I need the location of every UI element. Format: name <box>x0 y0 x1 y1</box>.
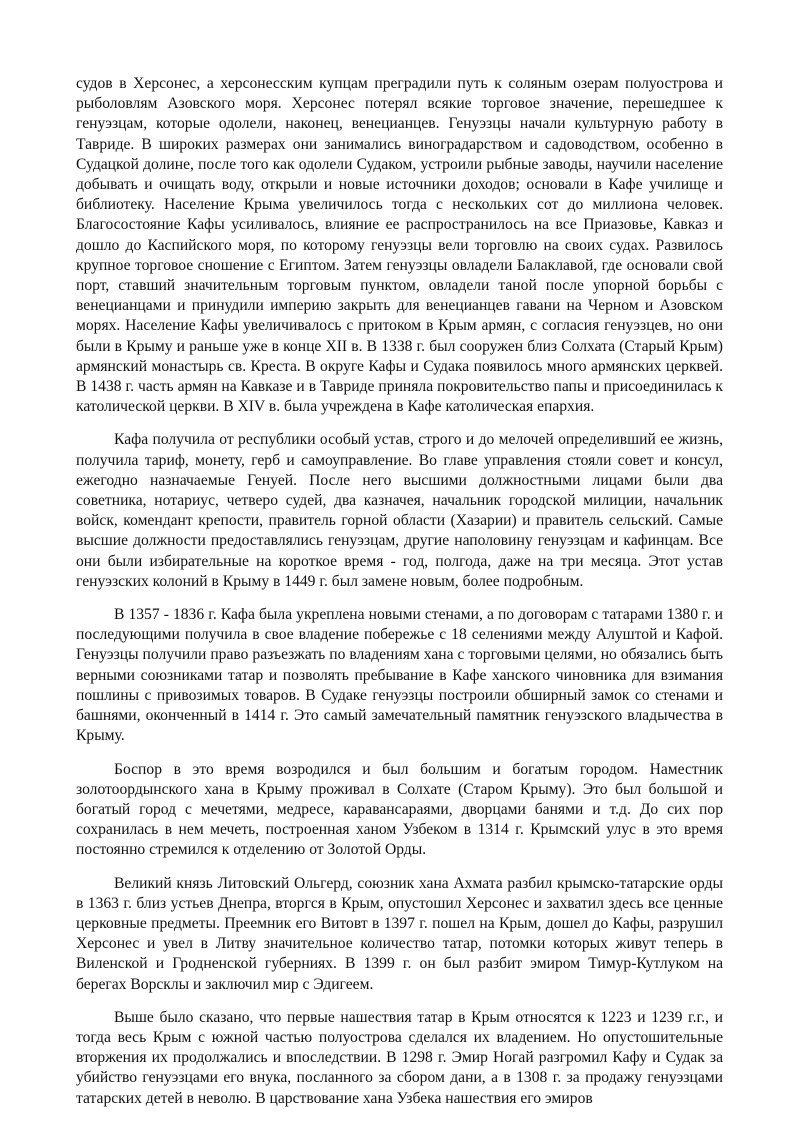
paragraph-5: Великий князь Литовский Ольгерд, союзник хана Ахмата разбил крымско-татарские орды в 1363 г. близ устьев Днепра, вторгся в Крым, опустошил Херсонес и захватил здесь все ценные церковные предметы. Преемник его Витовт в 1397 г. пошел на Крым, дошел до Кафы, разрушил Херсонес и увел в Литву значительное количество татар, потомки которых живут теперь в Виленской и Гродненской губерниях. В 1399 г. он был разбит эмиром Тимур-Кутлуком на берегах Ворсклы и заключил мир с Эдигеем. <box>76 874 723 993</box>
paragraph-1: судов в Херсонес, а херсонесским купцам преградили путь к соляным озерам полуострова и рыболовлям Азовского моря. Херсонес потерял всякие торговое значение, перешедшее к генуэзцам, которые одолели, наконец, венецианцев. Генуэзцы начали культурную работу в Тавриде. В широких размерах они занимались виноградарством и садоводством, особенно в Судацкой долине, после того как одолели Судаком, устроили рыбные заводы, научили население добывать и очищать воду, открыли и новые источники доходов; основали в Кафе училище и библиотеку. Население Крыма увеличилось тогда с нескольких сот до миллиона человек. Благосостояние Кафы усиливалось, влияние ее распространилось на все Приазовье, Кавказ и дошло до Каспийского моря, по которому генуэзцы вели торговлю на своих судах. Развилось крупное торговое сношение с Египтом. Затем генуэзцы овладели Балаклавой, где основали свой порт, ставший значительным торговым пунктом, овладели таной после упорной борьбы с венецианцами и принудили империю закрыть для венецианцев гавани на Черном и Азовском морях. Население Кафы увеличивалось с притоком в Крым армян, с согласия генуэзцев, но они были в Крыму и раньше уже в конце XII в. В 1338 г. был сооружен близ Солхата (Старый Крым) армянский монастырь св. Креста. В округе Кафы и Судака появилось много армянских церквей. В 1438 г. часть армян на Кавказе и в Тавриде приняла покровительство папы и присоединилась к католической церкви. В XIV в. была учреждена в Кафе католическая епархия. <box>76 75 723 416</box>
paragraph-3: В 1357 - 1836 г. Кафа была укреплена новыми стенами, а по договорам с татарами 1380 г. и последующими получила в свое владение побережье с 18 селениями между Алуштой и Кафой. Генуэзцы получили право разъезжать по владениям хана с торговыми целями, но обязались быть верными союзниками татар и позволять пребывание в Кафе ханского чиновника для взимания пошлины с привозимых товаров. В Судаке генуэзцы построили обширный замок со стенами и башнями, оконченный в 1414 г. Это самый замечательный памятник генуэзского владычества в Крыму. <box>76 606 723 745</box>
document-page <box>76 74 723 1122</box>
paragraph-6: Выше было сказано, что первые нашествия татар в Крым относятся к 1223 и 1239 г.г., и тогда весь Крым с южной частью полуострова сделался их владением. Но опустошительные вторжения их продолжались и впоследствии. В 1298 г. Эмир Ногай разгромил Кафу и Судак за убийство генуэзцами его внука, посланного за сбором дани, а в 1308 г. за продажу генуэзцами татарских детей в неволю. В царствование хана Узбека нашествия его эмиров <box>76 1008 723 1107</box>
paragraph-4: Боспор в это время возродился и был большим и богатым городом. Наместник золотоордынского хана в Крыму проживал в Солхате (Старом Крыму). Это был большой и богатый город с мечетями, медресе, каравансараями, дворцами банями и т.д. До сих пор сохранилась в нем мечеть, построенная ханом Узбеком в 1314 г. Крымский улус в это время постоянно стремился к отделению от Золотой Орды. <box>76 760 723 859</box>
paragraph-2: Кафа получила от республики особый устав, строго и до мелочей определивший ее жизнь, получила тариф, монету, герб и самоуправление. Во главе управления стояли совет и консул, ежегодно назначаемые Генуей. После него высшими должностными лицами были два советника, нотариус, четверо судей, два казначея, начальник городской милиции, начальник войск, комендант крепости, правитель горной области (Хазарии) и правитель сельский. Самые высшие должности предоставлялись генуэзцам, другие наполовину генуэзцам и кафинцам. Все они были избирательные на короткое время - год, полгода, даже на три месяца. Этот устав генуэзских колоний в Крыму в 1449 г. был замене новым, более подробным. <box>76 431 723 590</box>
